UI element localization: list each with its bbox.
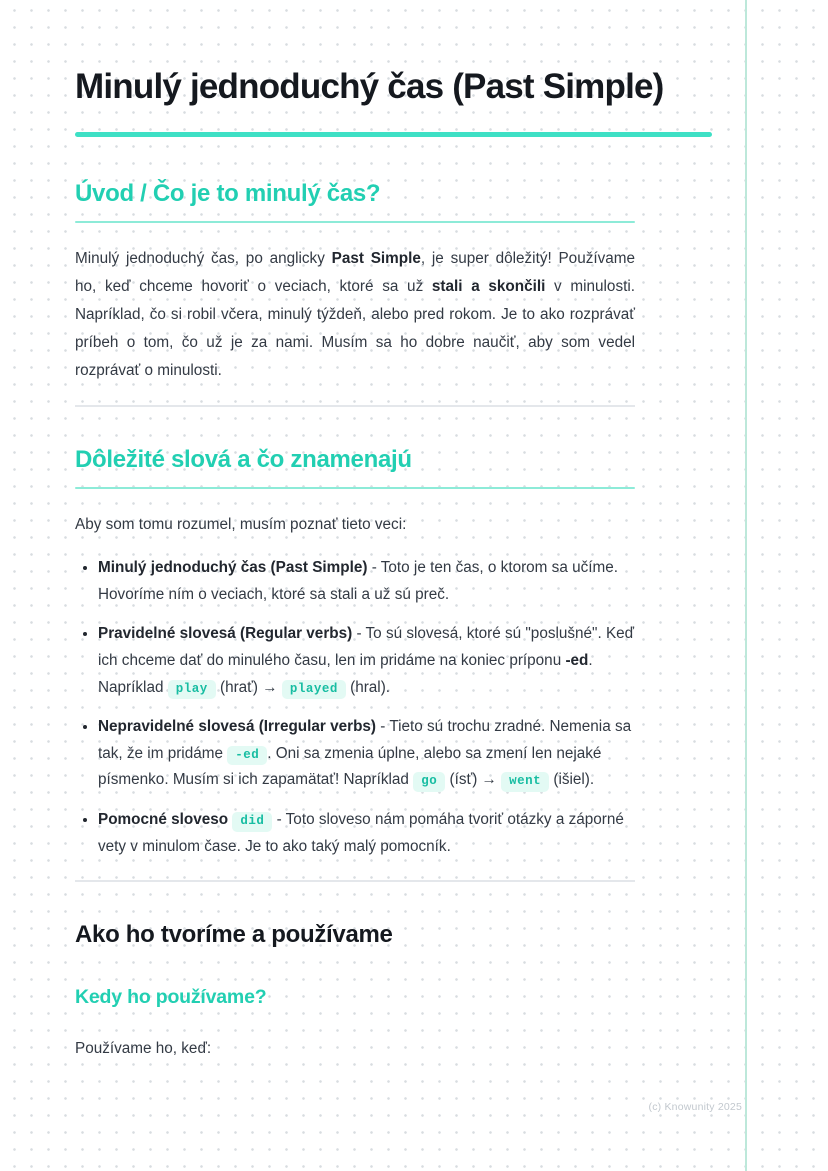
section-heading-usage: Ako ho tvoríme a používame (75, 921, 393, 949)
notebook-margin-line (745, 0, 747, 1171)
inline-code-chip: did (232, 812, 272, 832)
heading-underline (75, 487, 635, 489)
list-item: • Nepravidelné slovesá (Irregular verbs) - Tieto sú trochu zradné. Nemenia sa tak, že im pridáme -ed . Oni sa zmenia úplne, alebo sa zmení len nejaké písmenko. Musím si ich zapamätať! Napríklad go (ísť) → went (išiel). (98, 714, 635, 794)
section-key-terms (75, 445, 712, 860)
key-terms-list (75, 555, 635, 860)
copyright-footer: (c) Knowunity 2025 (648, 1101, 742, 1113)
page-title: Minulý jednoduchý čas (Past Simple) (75, 67, 664, 106)
section-heading-intro: Úvod / Čo je to minulý čas? (75, 180, 381, 208)
inline-code-chip: went (501, 772, 549, 792)
list-item: • Pomocné sloveso did - Toto sloveso nám pomáha tvoriť otázky a záporné vety v minulom čase. Je to ako taký malý pomocník. (98, 807, 635, 860)
section-heading-terms: Dôležité slová a čo znamenajú (75, 446, 412, 474)
section-intro (75, 179, 712, 385)
list-item: • Minulý jednoduchý čas (Past Simple) - Toto je ten čas, o ktorom sa učíme. Hovoríme ním o veciach, ktoré sa stali a už sú preč. (98, 555, 635, 608)
title-accent-rule (75, 132, 712, 137)
document-content (75, 64, 712, 1063)
inline-code-chip: played (282, 680, 346, 700)
inline-code-chip: play (168, 680, 216, 700)
intro-paragraph: Minulý jednoduchý čas, po anglicky Past Simple, je super dôležitý! Používame ho, keď chceme hovoriť o veciach, ktoré sa už stali a skončili v minulosti. Napríklad, čo si robil včera, minulý týždeň, alebo pred rokom. Je to ako rozprávať príbeh o tom, čo už je za nami. Musím sa ho dobre naučiť, aby som vedel rozprávať o minulosti. (75, 250, 636, 380)
heading-underline (75, 221, 635, 223)
list-item: • Pravidelné slovesá (Regular verbs) - To sú slovesá, ktoré sú "poslušné". Keď ich chceme dať do minulého času, len im pridáme na koniec príponu -ed. Napríklad play (hrať) → played (hral). (98, 621, 635, 701)
section-divider (75, 405, 635, 407)
subsection-heading-when: Kedy ho používame? (75, 986, 267, 1009)
usage-lead-paragraph: Používame ho, keď: (75, 1040, 212, 1058)
section-divider (75, 880, 635, 882)
inline-code-chip: -ed (227, 746, 267, 766)
inline-code-chip: go (413, 772, 445, 792)
terms-intro-paragraph: Aby som tomu rozumel, musím poznať tieto veci: (75, 516, 407, 534)
section-usage (75, 920, 712, 1063)
